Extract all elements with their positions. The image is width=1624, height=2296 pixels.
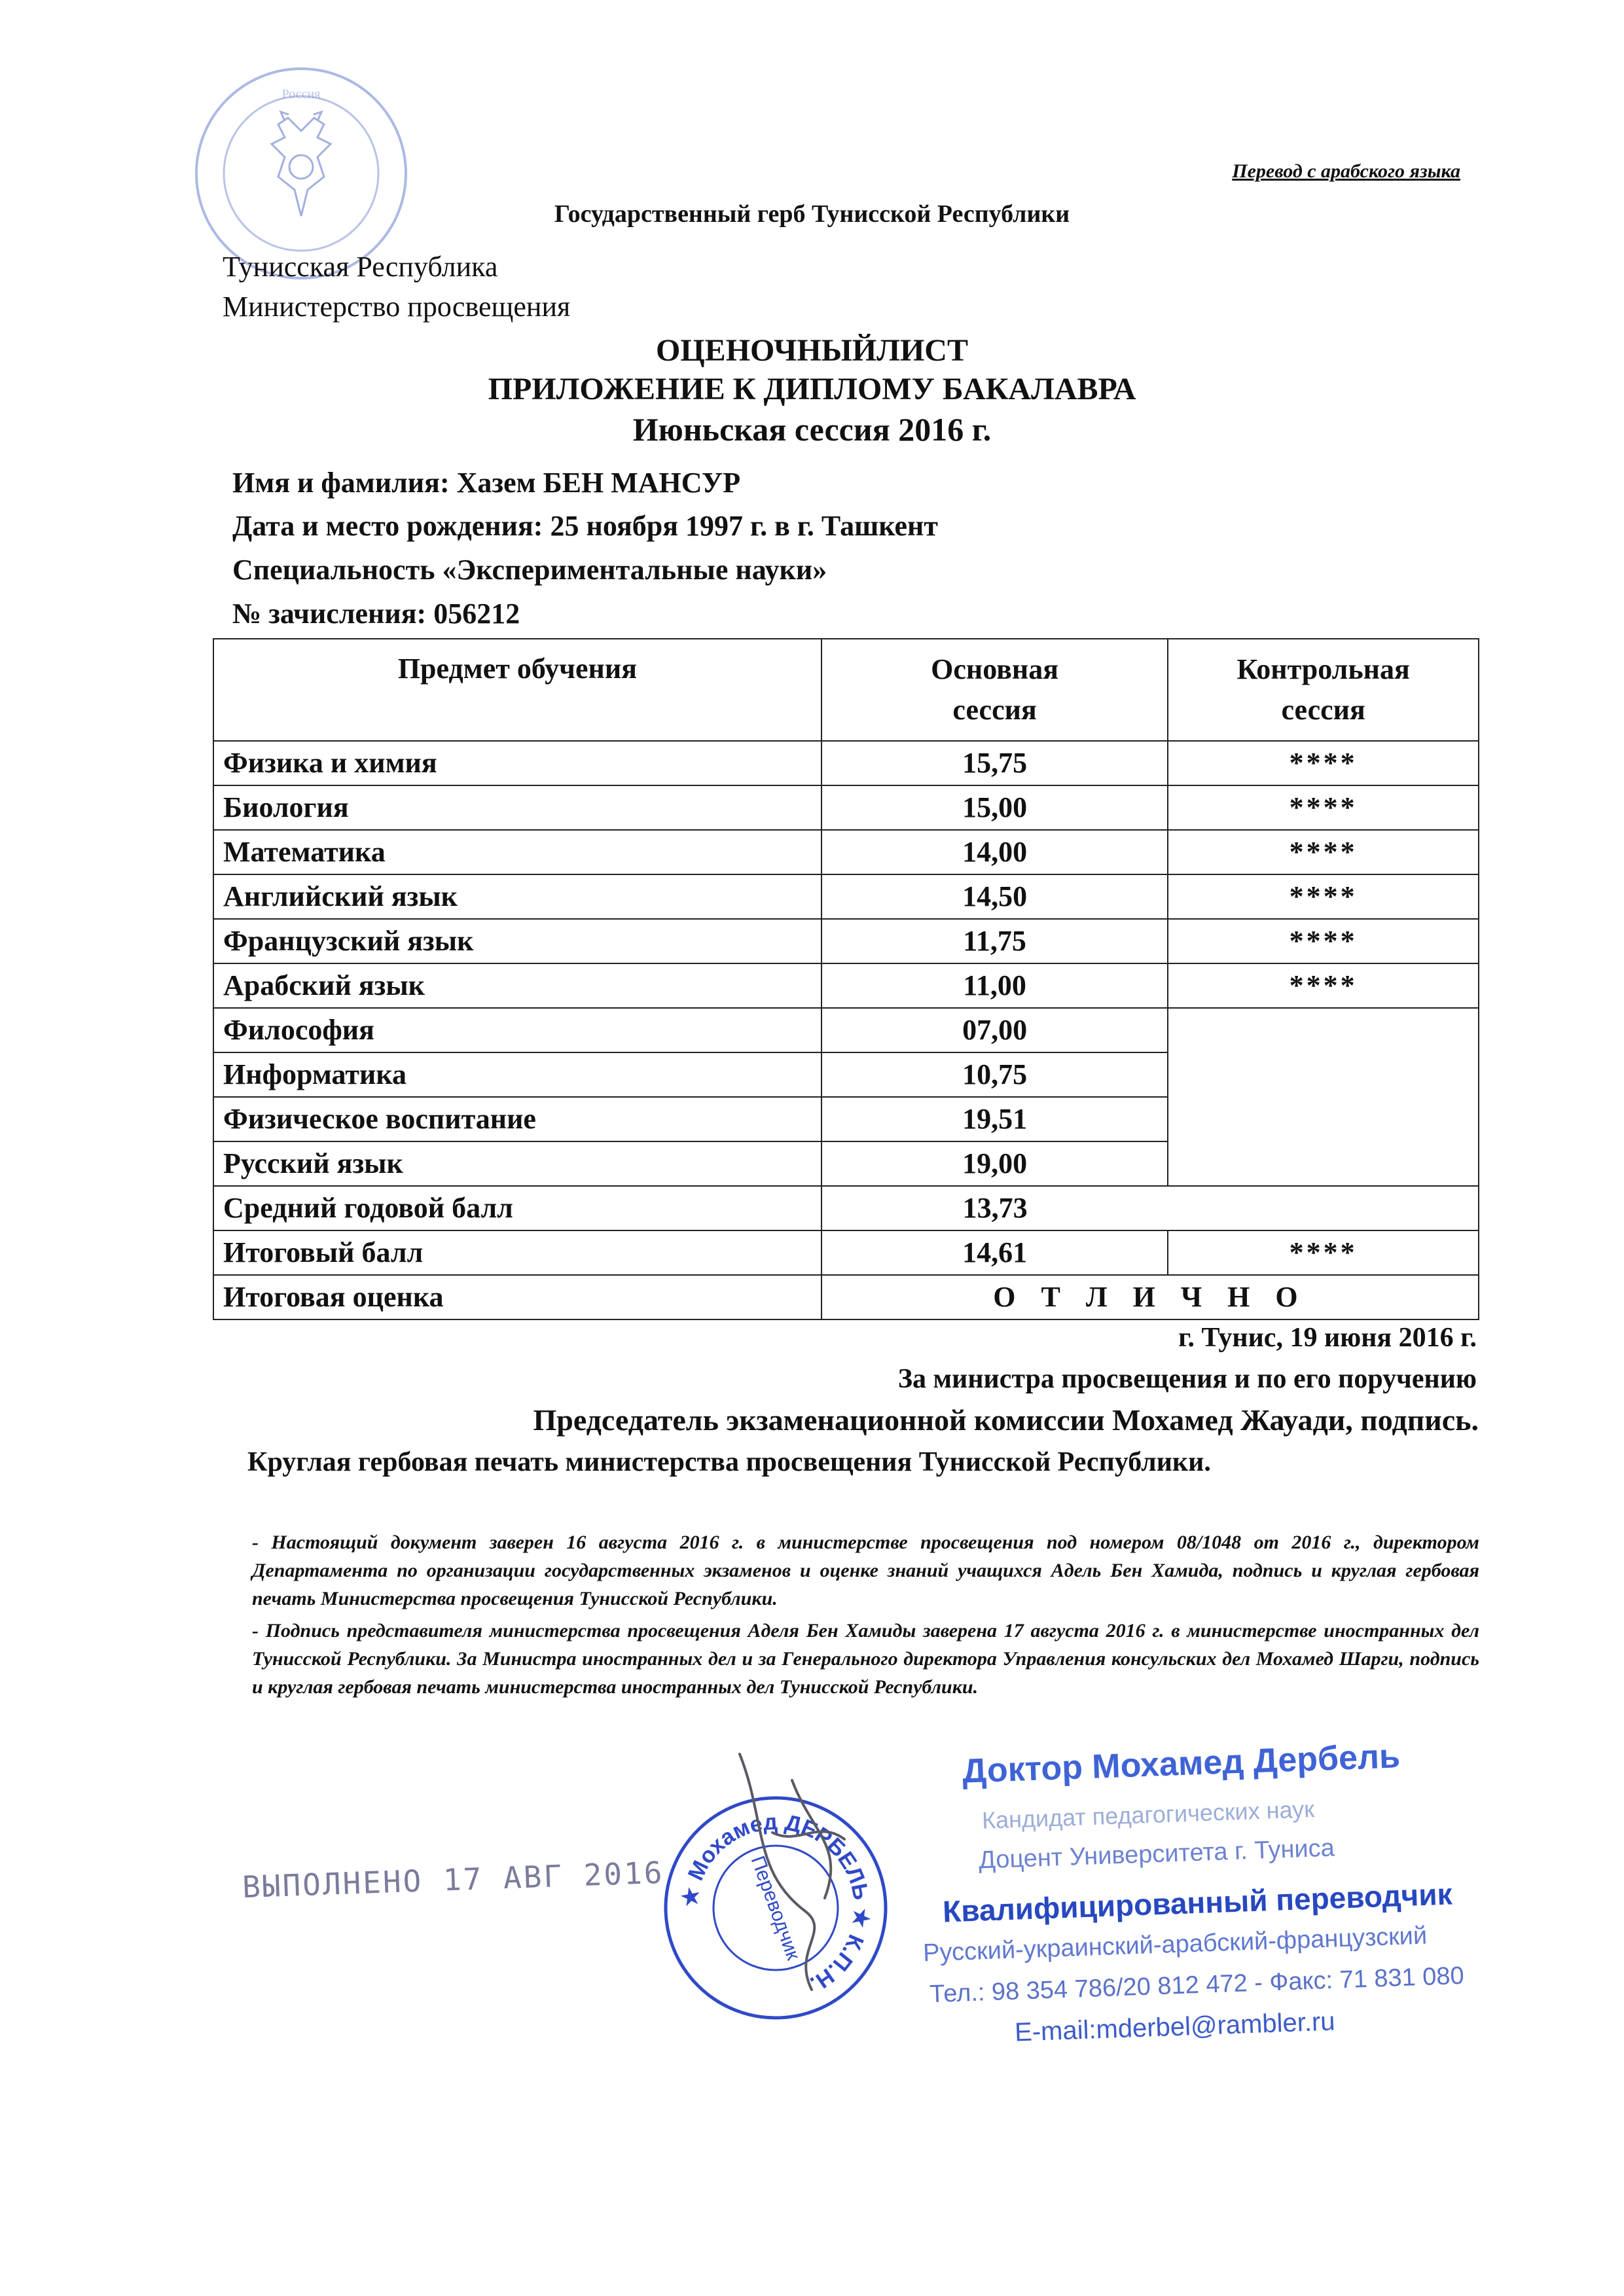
annual-average-row <box>213 1186 1479 1230</box>
header-control-session: Контрольная сессия <box>1168 639 1479 741</box>
main-score-cell: 15,75 <box>821 741 1168 785</box>
table-row <box>213 741 1479 785</box>
enrollment-number: № зачисления: 056212 <box>232 598 520 630</box>
main-score-cell: 14,50 <box>821 874 1168 919</box>
header-subject: Предмет обучения <box>213 639 821 741</box>
table-header-row <box>213 639 1479 741</box>
chairman-line: Председатель экзаменационной комиссии Мохамед Жауади, подпись. <box>533 1403 1479 1437</box>
table-row <box>213 874 1479 919</box>
annual-average-value: 13,73 <box>821 1186 1168 1230</box>
control-score-cell: **** <box>1168 741 1479 785</box>
header-main-session: Основная сессия <box>821 639 1168 741</box>
country-name: Тунисская Республика <box>223 251 498 283</box>
main-score-cell: 10,75 <box>821 1052 1168 1097</box>
final-grade-row <box>213 1275 1479 1319</box>
control-score-cell: **** <box>1168 874 1479 919</box>
document-title: ОЦЕНОЧНЫЙЛИСТ <box>656 333 968 368</box>
minister-line: За министра просвещения и по его поручению <box>897 1364 1477 1394</box>
control-score-cell: **** <box>1168 830 1479 874</box>
translation-note: Перевод с арабского языка <box>1232 160 1460 182</box>
subject-cell: Математика <box>213 830 821 874</box>
translator-phone: Тел.: 98 354 786/20 812 472 - Факс: 71 831 080 <box>929 1962 1465 2009</box>
subject-cell: Арабский язык <box>213 963 821 1008</box>
main-score-cell: 11,75 <box>821 919 1168 963</box>
table-row <box>213 785 1479 830</box>
certification-note-1: - Настоящий документ заверен 16 августа 2016 г. в министерстве просвещения под номером 08/1048 от 2016 г., директором Департамента по организации государственных экзаменов и оценке знаний учащихся Адель Бен Хамида, подпись и круглая гербовая печать Министерства просвещения Тунисской Республики. <box>252 1532 1479 1609</box>
final-grade-label: Итоговая оценка <box>213 1275 821 1319</box>
table-row <box>213 963 1479 1008</box>
grades-table <box>213 638 1479 1320</box>
subject-cell: Французский язык <box>213 919 821 963</box>
final-grade-value: О Т Л И Ч Н О <box>821 1275 1479 1319</box>
translator-degree: Кандидат педагогических наук <box>981 1795 1315 1834</box>
table-row <box>213 919 1479 963</box>
birth-info: Дата и место рождения: 25 ноября 1997 г. в г. Ташкент <box>232 510 938 542</box>
translator-signature <box>713 1741 884 2016</box>
final-score-label: Итоговый балл <box>213 1230 821 1275</box>
subject-cell: Философия <box>213 1008 821 1052</box>
annual-average-label: Средний годовой балл <box>213 1186 821 1230</box>
date-stamp: ВЫПОЛНЕНО 17 АВГ 2016 <box>242 1854 665 1905</box>
place-date: г. Тунис, 19 июня 2016 г. <box>1178 1323 1477 1353</box>
subject-cell: Информатика <box>213 1052 821 1097</box>
control-score-cell: **** <box>1168 963 1479 1008</box>
specialty: Специальность «Экспериментальные науки» <box>232 554 827 586</box>
translator-title: Квалифицированный переводчик <box>942 1876 1453 1929</box>
svg-text:Россия: Россия <box>281 87 321 101</box>
subject-cell: Английский язык <box>213 874 821 919</box>
subject-cell: Физическое воспитание <box>213 1097 821 1141</box>
seal-ring-text: ★ Мохамед ДЕРБЕЛЬ ★ К.П.Н. <box>677 1809 875 1997</box>
subject-cell: Биология <box>213 785 821 830</box>
table-row <box>213 830 1479 874</box>
subject-cell: Русский язык <box>213 1141 821 1186</box>
main-score-cell: 15,00 <box>821 785 1168 830</box>
student-name: Имя и фамилия: Хазем БЕН МАНСУР <box>232 467 741 499</box>
ministry-name: Министерство просвещения <box>223 291 571 323</box>
final-score-control: **** <box>1168 1230 1479 1275</box>
main-score-cell: 19,00 <box>821 1141 1168 1186</box>
main-score-cell: 19,51 <box>821 1097 1168 1141</box>
table-row <box>213 1008 1479 1052</box>
certification-note-2: - Подпись представителя министерства просвещения Аделя Бен Хамиды заверена 17 августа 2016 г. в министерстве иностранных дел Тунисской Республики. За Министра иностранных дел и за Генерального директора Управления консульских дел Мохамед Шарги, подпись и круглая гербовая печать министерства иностранных дел Тунисской Республики. <box>252 1620 1479 1698</box>
subject-cell: Физика и химия <box>213 741 821 785</box>
translator-position: Доцент Университета г. Туниса <box>978 1834 1335 1874</box>
main-score-cell: 07,00 <box>821 1008 1168 1052</box>
translator-languages: Русский-украинский-арабский-французский <box>922 1922 1428 1967</box>
control-score-cell: **** <box>1168 785 1479 830</box>
document-subtitle: ПРИЛОЖЕНИЕ К ДИПЛОМУ БАКАЛАВРА <box>488 372 1136 406</box>
annual-average-blank <box>1168 1186 1479 1230</box>
translator-email: E-mail:mderbel@rambler.ru <box>1014 2007 1336 2047</box>
main-score-cell: 14,00 <box>821 830 1168 874</box>
control-score-cell: **** <box>1168 919 1479 963</box>
main-score-cell: 11,00 <box>821 963 1168 1008</box>
seal-note: Круглая гербовая печать министерства просвещения Тунисской Республики. <box>247 1447 1211 1477</box>
translator-name: Доктор Мохамед Дербель <box>962 1737 1401 1791</box>
final-score-value: 14,61 <box>821 1230 1168 1275</box>
seal-center-text: Переводчик <box>746 1853 804 1963</box>
coat-of-arms-line: Государственный герб Тунисской Республики <box>554 200 1070 228</box>
final-score-row <box>213 1230 1479 1275</box>
session-title: Июньская сессия 2016 г. <box>632 411 992 448</box>
control-score-empty-cell <box>1168 1008 1479 1186</box>
